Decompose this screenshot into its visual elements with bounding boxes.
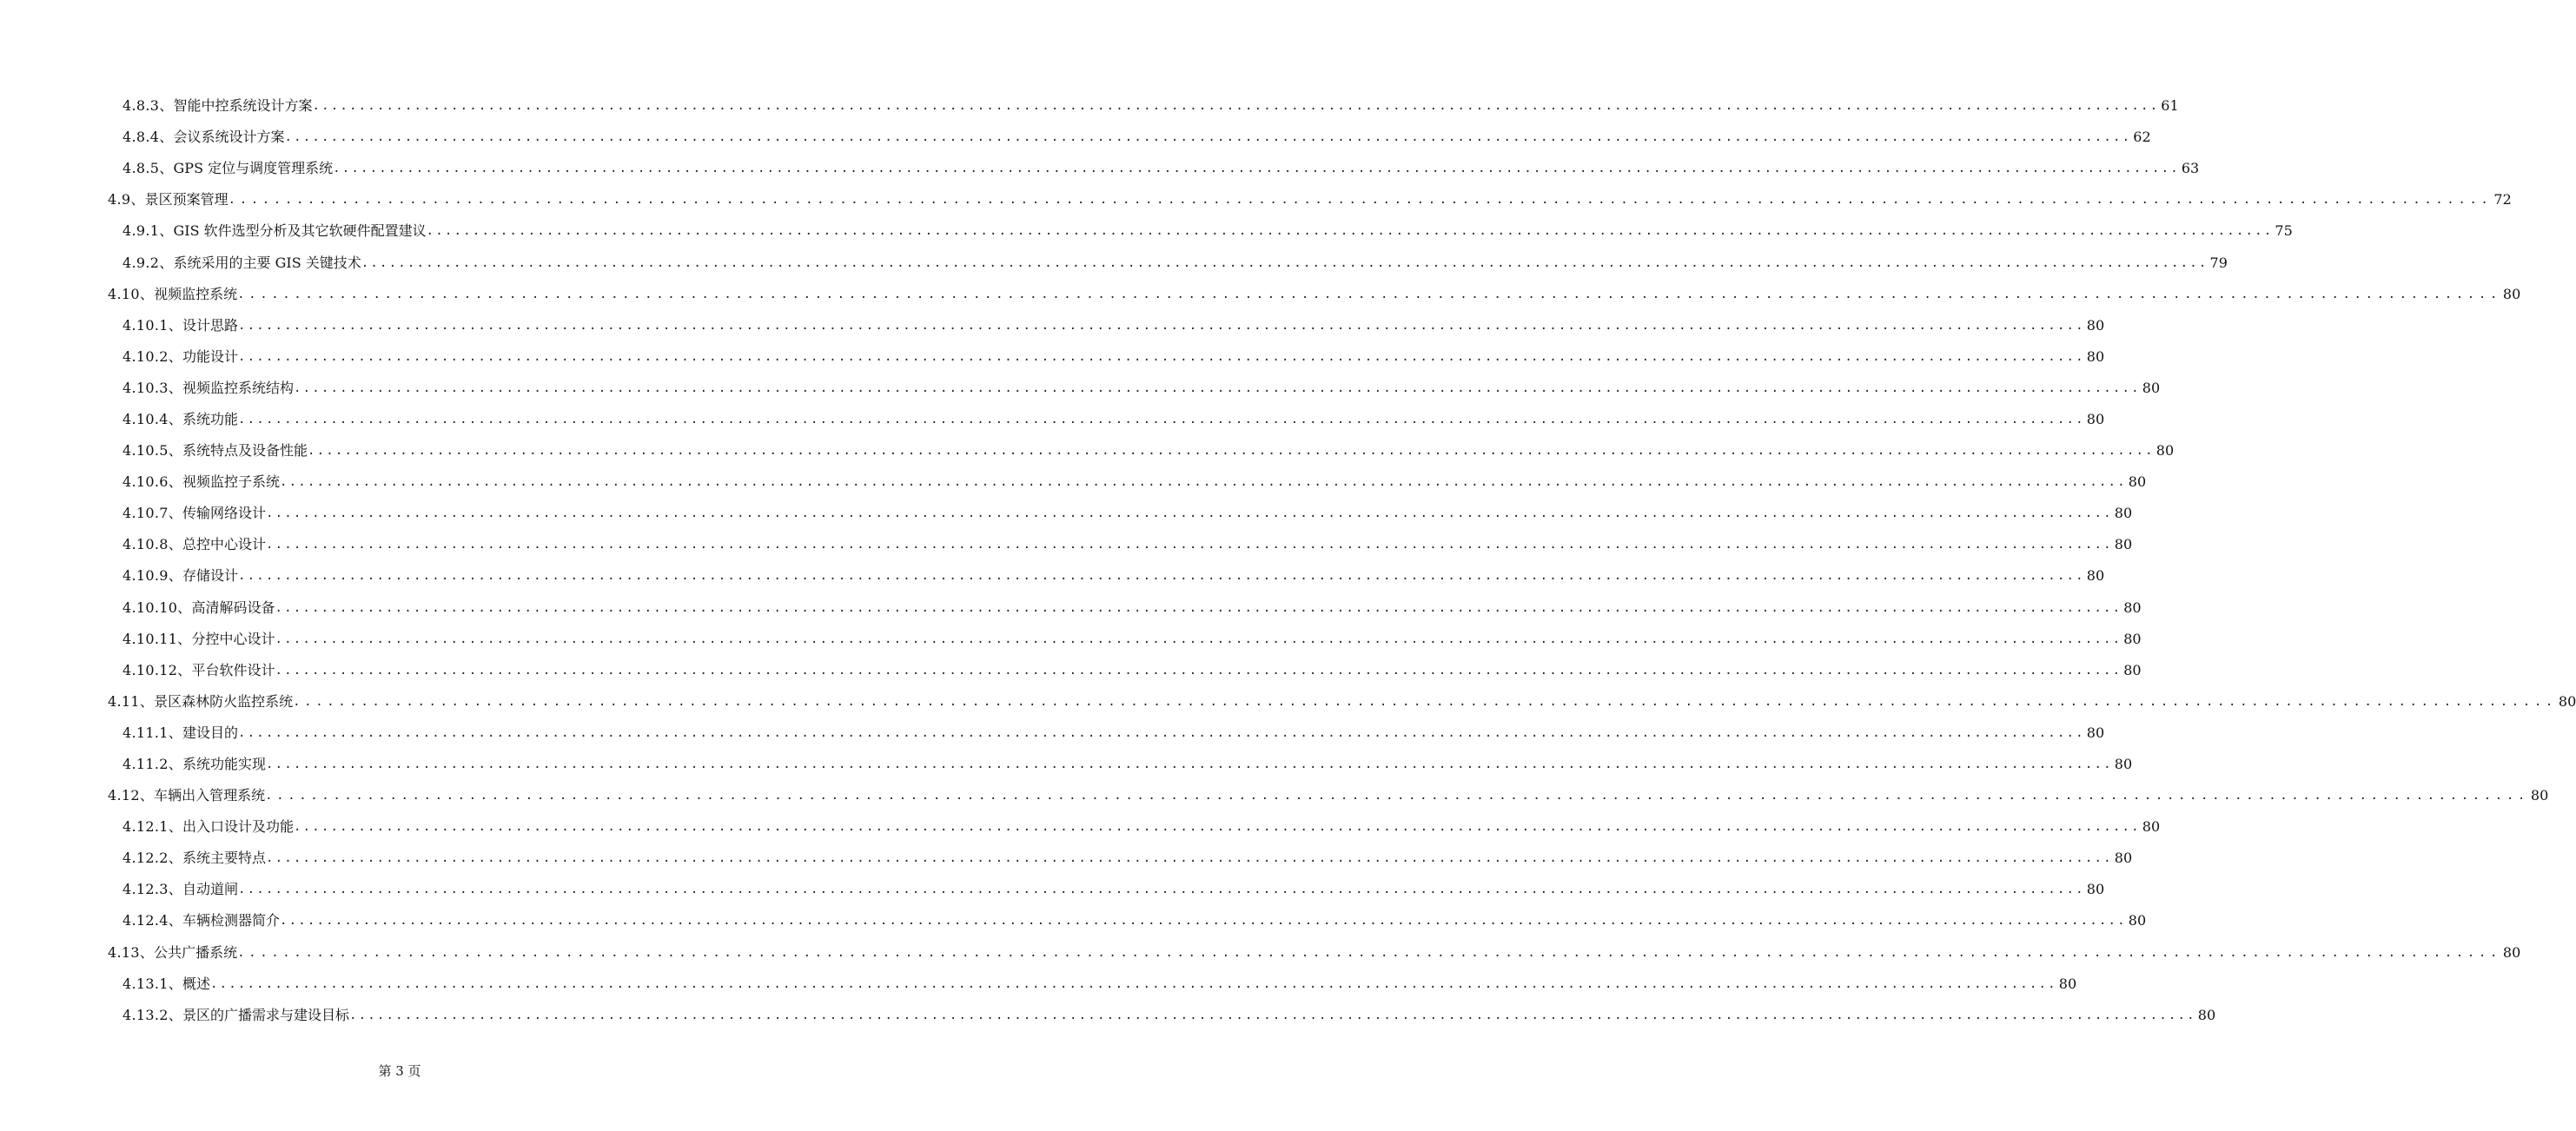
- toc-entry-page-number: 79: [2209, 254, 2228, 271]
- toc-entry-number: 4.10.3、: [123, 379, 182, 396]
- toc-entry-title: 概述: [182, 975, 211, 992]
- toc-entry-number: 4.8.4、: [123, 129, 174, 146]
- toc-entry-number: 4.10.8、: [123, 536, 182, 553]
- toc-entry-number: 4.10.9、: [123, 567, 182, 585]
- toc-dot-leader: ........................................................................................................................................................................................................: [238, 349, 2085, 364]
- toc-entry-title: 功能设计: [182, 347, 239, 365]
- toc-dot-leader: ........................................................................................................................................................................................................: [266, 538, 2113, 552]
- toc-entry-title: 景区预案管理: [144, 191, 228, 208]
- toc-entry[interactable]: [0, 624, 2142, 655]
- toc-dot-leader: ........................................................................................................................................................................................................: [349, 1008, 2196, 1022]
- toc-entry-number: 4.13.1、: [123, 975, 182, 992]
- toc-entry-page-number: 80: [2123, 630, 2142, 647]
- toc-entry-page-number: 80: [2086, 347, 2105, 365]
- toc-entry-title: 系统特点及设备性能: [182, 442, 308, 460]
- toc-entry[interactable]: [0, 341, 2105, 373]
- toc-entry-page-number: 80: [2114, 536, 2133, 553]
- toc-entry-number: 4.10.6、: [123, 473, 182, 491]
- toc-entry-title: 平台软件设计: [191, 661, 275, 678]
- toc-entry-title: 自动道闸: [182, 881, 239, 898]
- toc-entry[interactable]: [0, 560, 2105, 592]
- toc-entry[interactable]: [0, 969, 2077, 1000]
- toc-entry[interactable]: [0, 592, 2142, 624]
- toc-entry-title: 公共广播系统: [154, 943, 238, 961]
- toc-dot-leader: ........................................................................................................................................................................................................: [238, 883, 2085, 897]
- toc-entry-page-number: 63: [2181, 160, 2200, 177]
- toc-entry[interactable]: [0, 1000, 2216, 1031]
- toc-entry-title: GIS 软件选型分析及其它软硬件配置建议: [173, 222, 427, 240]
- toc-dot-leader: ........................................................................................................................................................................................................: [284, 130, 2132, 145]
- toc-entry-number: 4.11、: [108, 692, 155, 710]
- page-number: 第 3 页: [378, 1063, 421, 1079]
- toc-entry-title: 车辆出入管理系统: [154, 787, 266, 804]
- toc-entry[interactable]: [0, 937, 2521, 969]
- toc-dot-leader: ........................................................................................................................................................................................................: [266, 851, 2113, 866]
- toc-dot-leader: ........................................................................................................................................................................................................: [275, 663, 2122, 678]
- toc-entry-title: 系统采用的主要 GIS 关键技术: [173, 254, 361, 271]
- toc-dot-leader: ........................................................................................................................................................................................................: [266, 757, 2113, 772]
- toc-entry-number: 4.12、: [108, 787, 155, 804]
- toc-entry-number: 4.12.4、: [123, 912, 182, 929]
- toc-entry-page-number: 80: [2058, 975, 2077, 992]
- toc-entry[interactable]: [0, 843, 2133, 874]
- toc-dot-leader: ........................................................................................................................................................................................................: [361, 255, 2208, 270]
- toc-entry-page-number: 80: [2086, 724, 2105, 741]
- toc-entry[interactable]: [0, 184, 2512, 215]
- toc-entry[interactable]: [0, 279, 2521, 310]
- toc-entry[interactable]: [0, 905, 2147, 936]
- toc-dot-leader: ........................................................................................................................................................................................................: [308, 444, 2155, 459]
- toc-dot-leader: ........................................................................................................................................................................................................: [237, 287, 2501, 301]
- toc-dot-leader: ........................................................................................................................................................................................................: [238, 569, 2085, 584]
- toc-entry-title: 景区的广播需求与建设目标: [182, 1006, 350, 1023]
- toc-entry-page-number: 80: [2142, 379, 2161, 396]
- toc-entry-number: 4.10.7、: [123, 505, 182, 522]
- toc-entry-title: 高清解码设备: [191, 599, 275, 616]
- toc-entry-title: 视频监控子系统: [182, 473, 281, 491]
- toc-entry-number: 4.10.11、: [123, 630, 192, 647]
- toc-entry-page-number: 80: [2558, 692, 2576, 710]
- toc-entry-title: 传输网络设计: [182, 505, 267, 522]
- toc-entry-title: 视频监控系统: [154, 285, 238, 302]
- toc-dot-leader: ........................................................................................................................................................................................................: [237, 945, 2501, 960]
- toc-entry[interactable]: [0, 435, 2175, 466]
- toc-entry-title: GPS 定位与调度管理系统: [173, 160, 334, 177]
- toc-entry-title: 景区森林防火监控系统: [154, 692, 294, 710]
- toc-entry-number: 4.9.2、: [123, 254, 174, 271]
- toc-entry[interactable]: [0, 718, 2105, 749]
- toc-entry-title: 出入口设计及功能: [182, 818, 295, 836]
- toc-entry-page-number: 80: [2502, 285, 2521, 302]
- toc-dot-leader: ........................................................................................................................................................................................................: [238, 412, 2085, 427]
- toc-entry-number: 4.10.1、: [123, 316, 182, 334]
- toc-entry-number: 4.11.2、: [123, 756, 182, 773]
- toc-entry-title: 建设目的: [182, 724, 239, 741]
- toc-entry-title: 智能中控系统设计方案: [173, 97, 313, 115]
- toc-dot-leader: ........................................................................................................................................................................................................: [266, 506, 2113, 521]
- toc-entry-number: 4.10、: [108, 285, 155, 302]
- toc-entry-number: 4.10.5、: [123, 442, 182, 460]
- toc-entry-title: 系统功能实现: [182, 756, 267, 773]
- table-of-contents: [0, 90, 2576, 1031]
- toc-entry[interactable]: [0, 373, 2161, 404]
- toc-entry-number: 4.10.10、: [123, 599, 192, 616]
- toc-dot-leader: ........................................................................................................................................................................................................: [312, 99, 2160, 114]
- toc-entry-page-number: 80: [2142, 818, 2161, 836]
- toc-entry-number: 4.9.1、: [123, 222, 174, 240]
- toc-entry[interactable]: [0, 215, 2293, 247]
- toc-entry-page-number: 80: [2128, 473, 2147, 491]
- toc-entry-number: 4.11.1、: [123, 724, 182, 741]
- toc-entry-title: 总控中心设计: [182, 536, 267, 553]
- toc-entry-title: 存储设计: [182, 567, 239, 585]
- toc-entry[interactable]: [0, 749, 2133, 780]
- toc-entry-page-number: 75: [2275, 222, 2293, 240]
- toc-dot-leader: ........................................................................................................................................................................................................: [280, 475, 2127, 490]
- toc-entry-title: 分控中心设计: [191, 630, 275, 647]
- toc-entry-page-number: 80: [2155, 442, 2175, 460]
- toc-entry-number: 4.10.2、: [123, 347, 182, 365]
- toc-entry-number: 4.9、: [108, 191, 145, 208]
- toc-entry-page-number: 72: [2493, 191, 2512, 208]
- toc-entry[interactable]: [0, 686, 2576, 718]
- toc-entry-title: 会议系统设计方案: [173, 129, 285, 146]
- toc-entry-number: 4.10.4、: [123, 410, 182, 427]
- toc-entry-number: 4.12.3、: [123, 881, 182, 898]
- toc-dot-leader: ........................................................................................................................................................................................................: [426, 224, 2274, 239]
- toc-dot-leader: ........................................................................................................................................................................................................: [265, 789, 2529, 804]
- toc-dot-leader: ........................................................................................................................................................................................................: [293, 694, 2557, 709]
- toc-entry-number: 4.8.3、: [123, 97, 174, 115]
- toc-entry-title: 车辆检测器简介: [182, 912, 281, 929]
- toc-dot-leader: ........................................................................................................................................................................................................: [294, 380, 2141, 395]
- toc-entry-page-number: 80: [2197, 1006, 2216, 1023]
- toc-entry-title: 系统功能: [182, 410, 239, 427]
- toc-entry-number: 4.13.2、: [123, 1006, 182, 1023]
- toc-entry-page-number: 80: [2086, 881, 2105, 898]
- toc-entry-page-number: 80: [2114, 505, 2133, 522]
- toc-dot-leader: ........................................................................................................................................................................................................: [275, 632, 2122, 646]
- toc-dot-leader: ........................................................................................................................................................................................................: [333, 162, 2180, 176]
- toc-entry[interactable]: [0, 122, 2151, 153]
- toc-dot-leader: ........................................................................................................................................................................................................: [210, 976, 2057, 991]
- toc-entry[interactable]: [0, 466, 2147, 498]
- toc-dot-leader: ........................................................................................................................................................................................................: [275, 600, 2122, 615]
- toc-entry-title: 视频监控系统结构: [182, 379, 295, 396]
- toc-entry-page-number: 80: [2128, 912, 2147, 929]
- toc-entry[interactable]: [0, 310, 2105, 341]
- toc-entry[interactable]: [0, 247, 2228, 278]
- toc-dot-leader: ........................................................................................................................................................................................................: [228, 193, 2493, 208]
- toc-entry-page-number: 80: [2502, 943, 2521, 961]
- toc-entry-page-number: 80: [2086, 316, 2105, 334]
- toc-entry[interactable]: [0, 90, 2179, 122]
- toc-entry-page-number: 80: [2123, 661, 2142, 678]
- toc-entry[interactable]: [0, 780, 2549, 811]
- toc-entry[interactable]: [0, 153, 2200, 184]
- toc-entry-page-number: 61: [2161, 97, 2179, 115]
- toc-entry-number: 4.8.5、: [123, 160, 174, 177]
- toc-entry[interactable]: [0, 498, 2133, 529]
- toc-entry[interactable]: [0, 655, 2142, 686]
- toc-dot-leader: ........................................................................................................................................................................................................: [280, 914, 2127, 929]
- toc-entry-page-number: 80: [2530, 787, 2549, 804]
- toc-entry-number: 4.13、: [108, 943, 155, 961]
- toc-entry[interactable]: [0, 529, 2133, 560]
- toc-entry-page-number: 80: [2086, 567, 2105, 585]
- toc-entry[interactable]: [0, 874, 2105, 905]
- toc-entry-title: 系统主要特点: [182, 850, 267, 867]
- toc-entry-number: 4.12.1、: [123, 818, 182, 836]
- toc-dot-leader: ........................................................................................................................................................................................................: [238, 725, 2085, 740]
- toc-entry-page-number: 62: [2133, 129, 2151, 146]
- toc-dot-leader: ........................................................................................................................................................................................................: [294, 820, 2141, 835]
- toc-entry[interactable]: [0, 811, 2161, 843]
- toc-entry[interactable]: [0, 404, 2105, 435]
- toc-dot-leader: ........................................................................................................................................................................................................: [238, 318, 2085, 333]
- toc-entry-page-number: 80: [2114, 850, 2133, 867]
- toc-entry-number: 4.12.2、: [123, 850, 182, 867]
- toc-entry-page-number: 80: [2114, 756, 2133, 773]
- toc-entry-page-number: 80: [2086, 410, 2105, 427]
- toc-entry-page-number: 80: [2123, 599, 2142, 616]
- toc-entry-number: 4.10.12、: [123, 661, 192, 678]
- toc-entry-title: 设计思路: [182, 316, 239, 334]
